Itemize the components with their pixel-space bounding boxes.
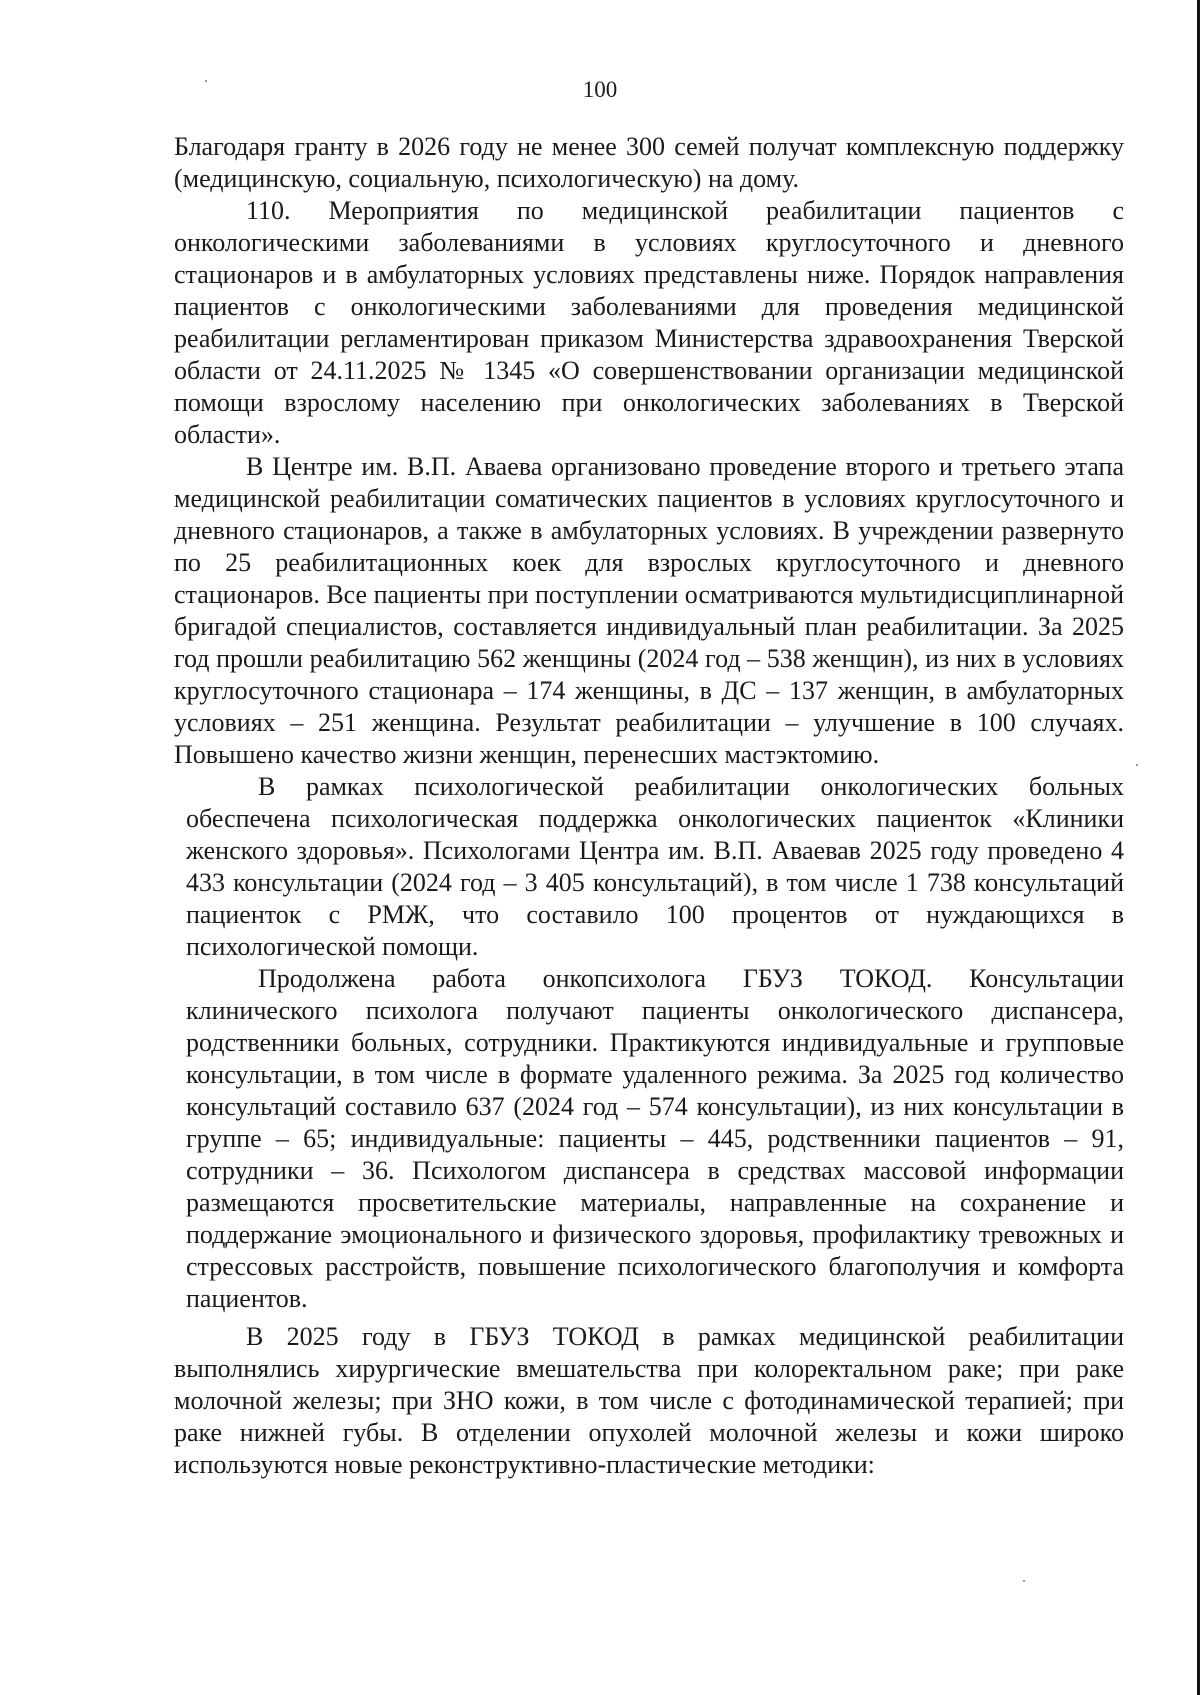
paragraph-rehabilitation-measures: 110. Мероприятия по медицинской реабилитации пациентов с онкологическими заболеваниями в условиях круглосуточного и дневного стационаров и в амбулаторных условиях представлены ниже. Порядок направления пациентов с онкологическими заболеваниями для проведения медицинской реабилитации регламентирован приказом Министерства здравоохранения Тверской области от 24.11.2025 № 1345 «О совершенствовании организации медицинской помощи взрослому населению при онкологических заболеваниях в Тверской области». — [174, 196, 1124, 449]
paragraph-psychological-rehabilitation: В рамках психологической реабилитации онкологических больных обеспечена психологическая поддержка онкологических пациенток «Клиники женского здоровья». Психологами Центра им. В.П. Аваевав 2025 году проведено 4 433 консультации (2024 год – 3 405 консультаций), в том числе 1 738 консультаций пациенток с РМЖ, что составило 100 процентов от нуждающихся в психологической помощи. — [186, 772, 1124, 961]
paragraph-surgical-interventions: В 2025 году в ГБУЗ ТОКОД в рамках медицинской реабилитации выполнялись хирургические вмешательства при колоректальном раке; при раке молочной железы; при ЗНО кожи, в том числе с фотодинамической терапией; при раке нижней губы. В отделении опухолей молочной железы и кожи широко используются новые реконструктивно-пластические методики: — [174, 1322, 1124, 1479]
scan-speck — [1136, 764, 1138, 766]
paragraph-family-support-grant: Благодаря гранту в 2026 году не менее 300 семей получат комплексную поддержку (медицинскую, социальную, психологическую) на дому. — [174, 132, 1124, 193]
paragraph-avaev-center-rehabilitation: В Центре им. В.П. Аваева организовано проведение второго и третьего этапа медицинской реабилитации соматических пациентов в условиях круглосуточного и дневного стационаров, а также в амбулаторных условиях. В учреждении развернуто по 25 реабилитационных коек для взрослых круглосуточного и дневного стационаров. Все пациенты при поступлении осматриваются мультидисциплинарной бригадой специалистов, составляется индивидуальный план реабилитации. За 2025 год прошли реабилитацию 562 женщины (2024 год – 538 женщин), из них в условиях круглосуточного стационара – 174 женщины, в ДС – 137 женщин, в амбулаторных условиях – 251 женщина. Результат реабилитации – улучшение в 100 случаях. Повышено качество жизни женщин, перенесших мастэктомию. — [174, 452, 1124, 769]
document-body — [174, 131, 1124, 1481]
paragraph-oncopsychologist-work: Продолжена работа онкопсихолога ГБУЗ ТОКОД. Консультации клинического психолога получают пациенты онкологического диспансера, родственники больных, сотрудники. Практикуются индивидуальные и групповые консультации, в том числе в формате удаленного режима. За 2025 год количество консультаций составило 637 (2024 год – 574 консультации), из них консультации в группе – 65; индивидуальные: пациенты – 445, родственники пациентов – 91, сотрудники – 36. Психологом диспансера в средствах массовой информации размещаются просветительские материалы, направленные на сохранение и поддержание эмоционального и физического здоровья, профилактику тревожных и стрессовых расстройств, повышение психологического благополучия и комфорта пациентов. — [186, 964, 1124, 1313]
scan-speck — [1023, 1580, 1025, 1582]
scan-speck — [205, 80, 207, 82]
page-number: 100 — [582, 77, 618, 102]
